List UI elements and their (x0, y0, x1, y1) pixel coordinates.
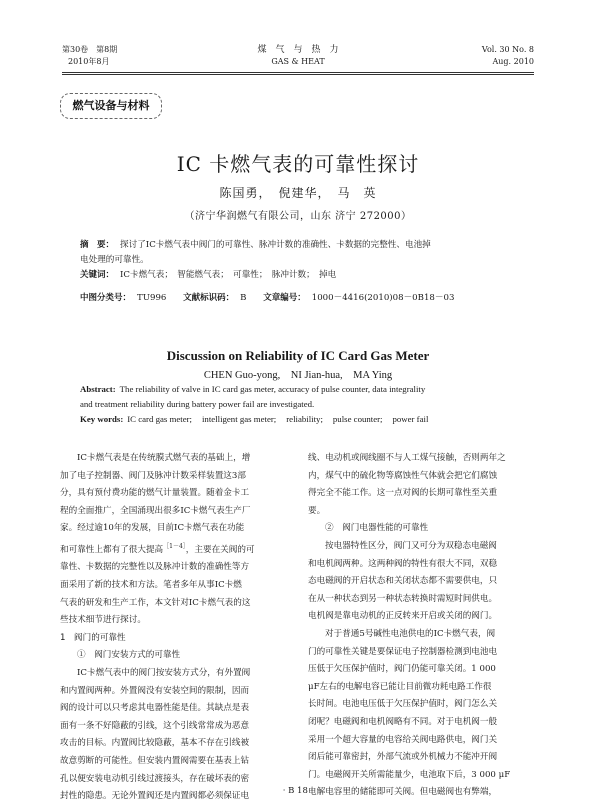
body-line: 电解电容里的储能即可关阀。但电磁阀也有弊端， (308, 787, 498, 798)
en-keyword: intelligent gas meter; (201, 414, 277, 424)
section-heading-1: 1 阀门的可靠性 (60, 632, 126, 643)
header-rule-thin (62, 74, 534, 75)
journal-en: GAS & HEAT (271, 57, 325, 66)
body-column-left (60, 450, 292, 806)
body-line: 闭后能可靠密封，外部气流或外机械力不能冲开阀 (308, 752, 498, 763)
body-line: 故意剪断的可能性。但安装内置阀需要在基表上钻 (60, 755, 250, 766)
body-line: 线、电动机或阀线圈不与人工煤气接触，否则两年之 (308, 453, 506, 463)
en-keyword: IC card gas meter; (127, 414, 192, 424)
header-right (482, 44, 534, 68)
article-no-label: 文章编号： (263, 293, 306, 303)
en-keywords-label: Key words: (80, 414, 124, 424)
body-line: 分，具有预付费功能的燃气计量装置。随着金卡工 (60, 488, 250, 499)
journal-cn: 煤 气 与 热 力 (257, 45, 339, 55)
body-line: μF左右的电解电容已能让目前微功耗电路工作很 (308, 681, 492, 692)
body-line: 面有一条不好隐蔽的引线，这个引线常常成为恶意 (60, 720, 250, 731)
body-line: 闭呢？电磁阀和电机阀略有不同。对于电机阀一般 (308, 716, 498, 727)
article-no-value: 1000－4416(2010)08－0B18－03 (311, 293, 455, 303)
body-line: 门。电磁阀开关所需能量少，电池取下后，3 000 μF (308, 769, 511, 780)
running-header (62, 44, 534, 74)
body-line: 封性的隐患。无论外置阀还是内置阀都必须保证电 (60, 791, 250, 802)
affiliation: （济宁华润燃气有限公司，山东 济宁 272000） (184, 211, 412, 222)
body-line: 和内置阀两种。外置阀没有安装空间的限制，因而 (60, 685, 250, 696)
subsection-heading: ① 阀门安装方式的可靠性 (77, 650, 181, 661)
page-number: · B 18 · (282, 786, 314, 796)
en-abstract-label: Abstract: (80, 384, 116, 394)
classification-line (80, 291, 454, 303)
section-label: 燃气设备与材料 (60, 93, 162, 119)
body-line: 阀的设计可以只考虑其电器性能是佳。其缺点是表 (60, 703, 250, 714)
body-line: 程的全面推广，全国涌现出很多IC卡燃气表生产厂 (60, 505, 251, 516)
body-line: 态电磁阀的开启状态和关闭状态都不需要供电，只 (308, 576, 498, 587)
body-line: 面采用了新的技术和方法。笔者多年从事IC卡燃 (60, 580, 242, 591)
header-rule (62, 72, 534, 73)
doc-code-label: 文献标识码： (183, 293, 235, 303)
en-keyword: pulse counter; (332, 414, 383, 424)
abstract-line-2: 电处理的可靠性。 (80, 255, 149, 265)
body-line: 些技术细节进行探讨。 (60, 615, 146, 626)
abstract-line-1: 探讨了IC卡燃气表中阀门的可靠性、脉冲计数的准确性、卡数据的完整性、电池掉 (120, 240, 431, 250)
english-authors: CHEN Guo-yong, NI Jian-hua, MA Ying (203, 370, 393, 381)
body-line: 对于普通5号碱性电池供电的IC卡燃气表，阀 (325, 628, 496, 639)
body-line: 按电器特性区分，阀门又可分为双稳态电磁阀 (325, 540, 497, 551)
doc-code-value: B (240, 293, 247, 303)
body-line: 攻击的目标。内置阀比较隐蔽，基本不存在引线被 (60, 738, 250, 749)
clc-label: 中图分类号： (80, 293, 132, 303)
body-line: 在从一种状态到另一种状态转换时需短时间供电。 (308, 593, 498, 604)
body-line: 门的可靠性关键是要保证电子控制器检测到电池电 (308, 646, 498, 657)
abstract-cn (80, 238, 516, 283)
body-text: 和可靠性上都有了很大提高 (60, 544, 164, 555)
volume-cn: 第30卷 第8期 (62, 45, 118, 54)
body-line-with-citation (60, 538, 292, 559)
english-abstract (80, 382, 516, 427)
body-line: 加了电子控制器、阀门及脉冲计数采样装置这3部 (60, 470, 246, 481)
citation: ［1－4］ (163, 542, 186, 550)
keywords-cn: IC卡燃气表； 智能燃气表； 可靠性； 脉冲计数； 掉电 (120, 270, 337, 280)
keywords-label: 关键词： (80, 270, 115, 280)
body-line: 电机阀是靠电动机的正反转来开启或关闭的阀门。 (308, 611, 498, 622)
volume-en: Vol. 30 No. 8 (481, 45, 534, 54)
header-center (62, 44, 534, 68)
body-line: 压低于欠压保护值时，阀门仍能可靠关闭。1 000 (308, 664, 496, 675)
body-line: 内，煤气中的硫化物等腐蚀性气体就会把它们腐蚀 (308, 470, 498, 481)
paper-title: IC 卡燃气表的可靠性探讨 (176, 152, 420, 176)
body-column-right (308, 450, 540, 802)
date-cn: 2010年8月 (68, 57, 110, 66)
body-line: 家。经过逾10年的发展，目前IC卡燃气表在功能 (60, 523, 245, 534)
en-keyword: power fail (392, 414, 429, 424)
body-line: 靠性、卡数据的完整性以及脉冲计数的准确性等方 (60, 562, 250, 573)
body-line: 采用一个超大容量的电容给关阀电路供电，阀门关 (308, 734, 498, 745)
body-line: IC卡燃气表中的阀门按安装方式分，有外置阀 (77, 667, 251, 678)
body-line: IC卡燃气表是在传统膜式燃气表的基础上，增 (77, 453, 251, 463)
body-text: ，主要在关阀的可 (185, 544, 255, 555)
body-line: 气表的研发和生产工作，本文针对IC卡燃气表的这 (60, 597, 251, 608)
clc-value: TU996 (137, 293, 167, 303)
abstract-label: 摘 要： (80, 240, 115, 250)
date-en: Aug. 2010 (492, 57, 534, 66)
body-line: 要。 (308, 505, 326, 516)
en-keyword: reliability; (286, 414, 323, 424)
body-line: 孔以便安装电动机引线过渡接头，存在破坏表的密 (60, 773, 250, 784)
subsection-heading: ② 阀门电器性能的可靠性 (325, 523, 429, 534)
en-abstract-line-2: and treatment reliability during battery power fail are investigated. (80, 399, 315, 409)
body-line: 长时间。电池电压低于欠压保护值时，阀门怎么关 (308, 699, 498, 710)
body-line: 和电机阀两种。这两种阀的特性有很大不同，双稳 (308, 558, 498, 569)
english-title: Discussion on Reliability of IC Card Gas Meter (166, 348, 430, 363)
en-abstract-line-1: The reliability of valve in IC card gas meter, accuracy of pulse counter, data integrality (119, 384, 426, 394)
paper-authors: 陈国勇， 倪建华， 马 英 (219, 186, 377, 200)
body-line: 得完全不能工作。这一点对阀的长期可靠性至关重 (308, 488, 498, 499)
